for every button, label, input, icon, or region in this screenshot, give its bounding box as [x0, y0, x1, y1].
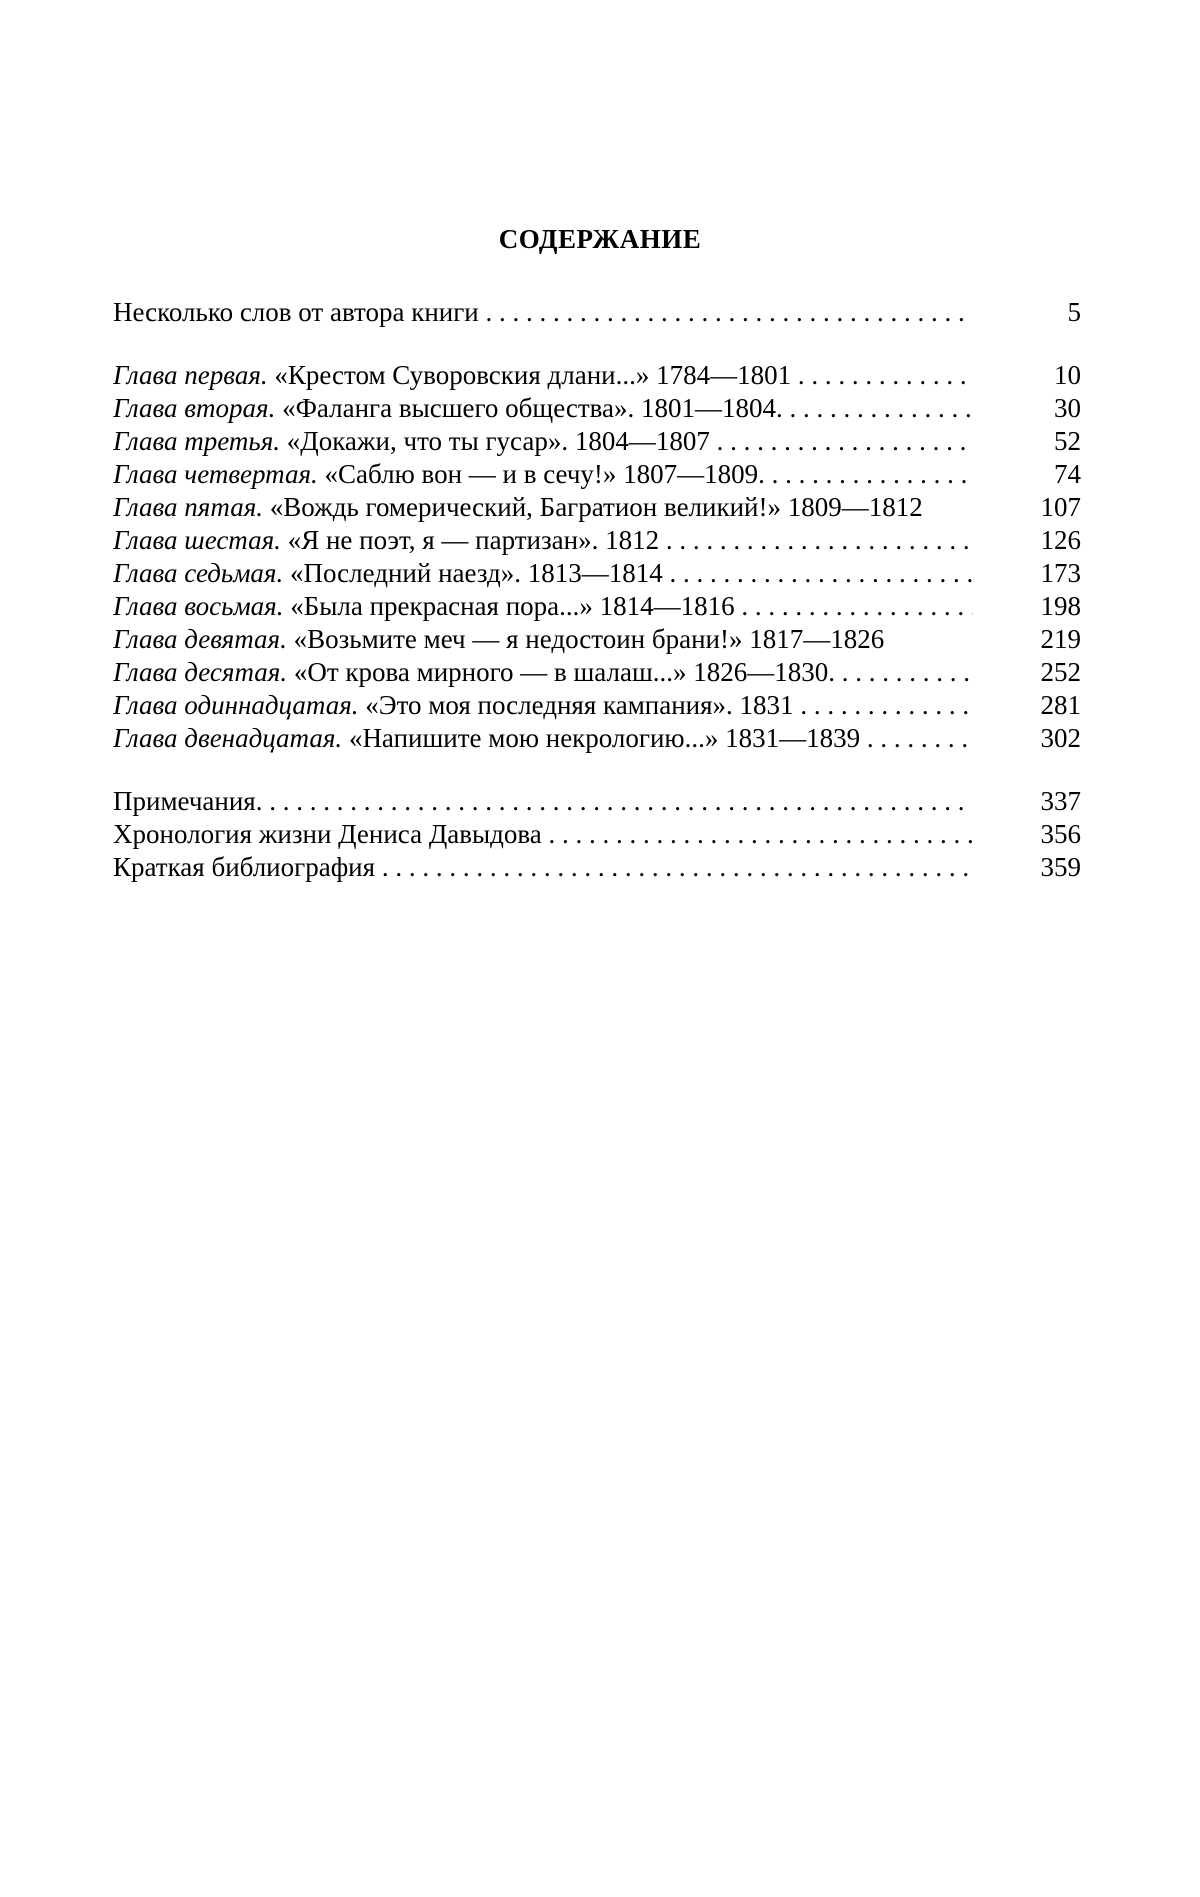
chapter-title: «Фаланга высшего общества». 1801—1804.	[282, 393, 783, 423]
page-title: СОДЕРЖАНИЕ	[498, 224, 702, 254]
toc-page-number: 198	[1040, 591, 1081, 621]
toc-entry-text: Краткая библиография . . .	[113, 851, 973, 884]
toc-entry-text	[113, 359, 973, 392]
chapter-label: Глава шестая.	[113, 525, 281, 555]
toc-page-number: 107	[1040, 492, 1081, 522]
chapter-label: Глава двенадцатая.	[113, 723, 343, 753]
chapter-title: «Последний наезд». 1813—1814	[289, 558, 663, 588]
toc-page-number: 126	[1040, 525, 1081, 555]
toc-entry-chapter-11	[113, 689, 1081, 722]
toc-entry-text	[113, 458, 973, 491]
toc-entry-text: Примечания. . . .	[113, 785, 973, 818]
chapter-title: «Я не поэт, я — партизан». 1812	[287, 525, 660, 555]
toc-page-number: 5	[1067, 297, 1081, 327]
toc-entry-chapter-3	[113, 425, 1081, 458]
chapter-label: Глава седьмая.	[113, 558, 284, 588]
chapter-label: Глава третья.	[113, 426, 281, 456]
toc-entry-chapter-4	[113, 458, 1081, 491]
toc-entry-notes	[113, 785, 1081, 818]
toc-page-number: 30	[1054, 393, 1081, 423]
chapter-title: «Была прекрасная пора...» 1814—1816	[290, 591, 735, 621]
toc-entry-text	[113, 524, 973, 557]
toc-page-number: 356	[1040, 819, 1081, 849]
chapter-label: Глава первая.	[113, 360, 268, 390]
toc-page-number: 252	[1040, 657, 1081, 687]
table-of-contents	[113, 296, 1081, 884]
toc-entry-text	[113, 689, 973, 722]
toc-entry-chapter-10	[113, 656, 1081, 689]
toc-entry-chapter-6	[113, 524, 1081, 557]
toc-entry-chapter-9	[113, 623, 1081, 656]
toc-page-number: 173	[1040, 558, 1081, 588]
toc-entry-chapter-12	[113, 722, 1081, 755]
toc-entry-text	[113, 590, 973, 623]
section-gap	[113, 329, 1081, 359]
toc-entry-chronology	[113, 818, 1081, 851]
chapter-title: «От крова мирного — в шалаш...» 1826—1830.	[293, 657, 836, 687]
chapter-label: Глава четвертая.	[113, 459, 318, 489]
chapter-title: «Возьмите меч — я недостоин брани!» 1817—1826	[293, 624, 885, 654]
toc-page-number: 359	[1040, 852, 1081, 882]
toc-entry-text	[113, 557, 973, 590]
toc-page-number: 337	[1040, 786, 1081, 816]
chapter-label: Глава одиннадцатая.	[113, 690, 359, 720]
toc-entry-text: Хронология жизни Дениса Давыдова . . .	[113, 818, 973, 851]
toc-entry-chapter-8	[113, 590, 1081, 623]
chapter-label: Глава девятая.	[113, 624, 287, 654]
chapter-label: Глава пятая.	[113, 492, 263, 522]
chapter-title: «Саблю вон — и в сечу!» 1807—1809.	[324, 459, 765, 489]
chapter-title: «Напишите мою некрологию...» 1831—1839	[348, 723, 861, 753]
toc-entry-intro	[113, 296, 1081, 329]
toc-entry-chapter-7	[113, 557, 1081, 590]
toc-page-number: 281	[1040, 690, 1081, 720]
toc-page-number: 74	[1054, 459, 1081, 489]
chapter-title: «Крестом Суворовския длани...» 1784—1801	[274, 360, 792, 390]
chapter-label: Глава вторая.	[113, 393, 276, 423]
toc-entry-text	[113, 491, 973, 524]
toc-entry-text	[113, 623, 973, 656]
toc-page-number: 10	[1054, 360, 1081, 390]
toc-entry-text	[113, 425, 973, 458]
chapter-title: «Докажи, что ты гусар». 1804—1807	[286, 426, 710, 456]
toc-entry-text: Несколько слов от автора книги . . .	[113, 296, 973, 329]
toc-entry-bibliography	[113, 851, 1081, 884]
section-gap	[113, 755, 1081, 785]
chapter-label: Глава восьмая.	[113, 591, 284, 621]
chapter-label: Глава десятая.	[113, 657, 288, 687]
toc-entry-text	[113, 392, 973, 425]
toc-entry-chapter-2	[113, 392, 1081, 425]
toc-entry-text	[113, 722, 973, 755]
chapter-title: «Вождь гомерический, Багратион великий!» 1809—1812	[269, 492, 923, 522]
toc-page-number: 302	[1040, 723, 1081, 753]
toc-entry-chapter-1	[113, 359, 1081, 392]
toc-page-number: 219	[1040, 624, 1081, 654]
toc-entry-text	[113, 656, 973, 689]
toc-entry-chapter-5	[113, 491, 1081, 524]
chapter-title: «Это моя последняя кампания». 1831	[365, 690, 794, 720]
toc-page-number: 52	[1054, 426, 1081, 456]
